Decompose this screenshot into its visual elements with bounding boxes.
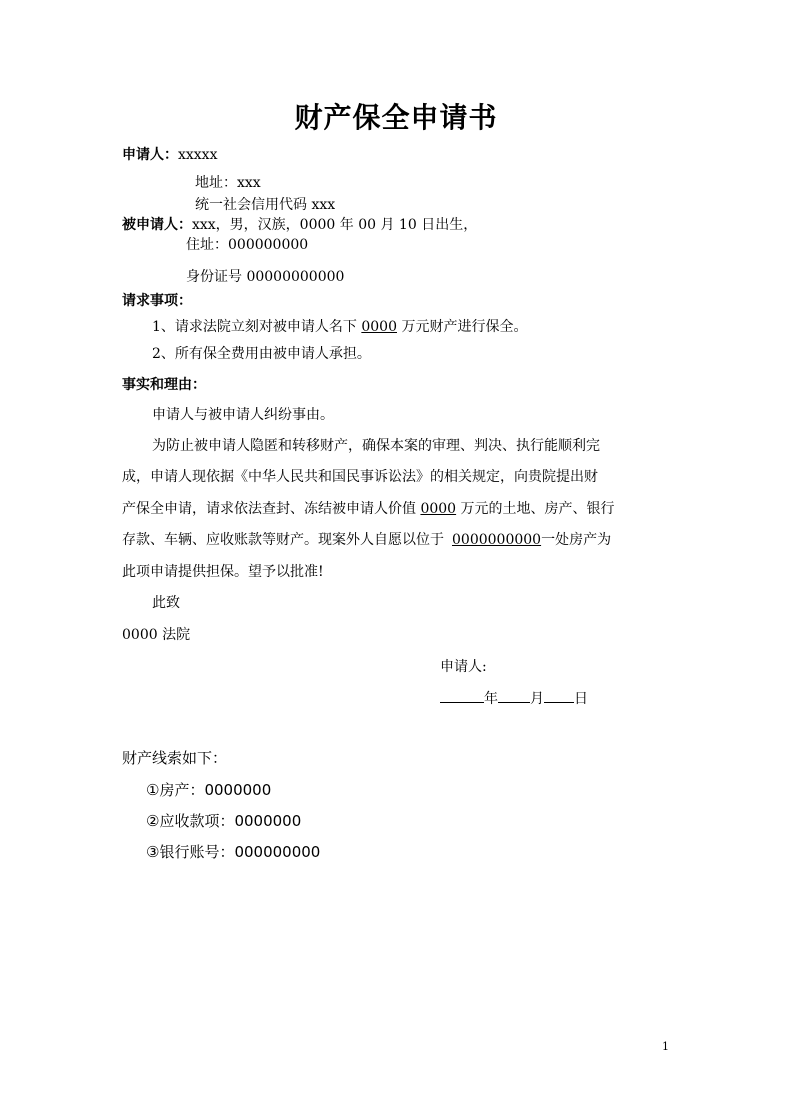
respondent-info: xxx，男，汉族，0000 年 00 月 10 日出生， xyxy=(192,217,478,233)
facts-line-4 xyxy=(122,531,674,549)
applicant-credit-code: 统一社会信用代码 xxx xyxy=(195,197,336,213)
property-clues-heading: 财产线索如下： xyxy=(122,749,228,767)
request-item-1-post: 万元财产进行保全。 xyxy=(397,319,528,335)
respondent-line xyxy=(122,216,477,234)
salutation: 此致 xyxy=(152,595,180,611)
facts-line-3-pre: 产保全申请，请求依法查封、冻结被申请人价值 xyxy=(122,501,421,517)
respondent-label: 被申请人： xyxy=(122,217,192,233)
document-title: 财产保全申请书 xyxy=(294,101,498,134)
month-blank[interactable] xyxy=(498,688,530,703)
property-clue-item: ②应收款项：0000000 xyxy=(146,812,302,830)
facts-line-5: 此项申请提供担保。望予以批准! xyxy=(122,564,324,580)
respondent-id-number: 身份证号 00000000000 xyxy=(186,269,345,285)
requests-heading: 请求事项： xyxy=(122,293,192,309)
facts-heading: 事实和理由： xyxy=(122,377,206,393)
facts-line-1: 为防止被申请人隐匿和转移财产，确保本案的审理、判决、执行能顺利完 xyxy=(152,438,600,454)
request-item-1 xyxy=(152,318,527,336)
facts-line-3-post: 万元的土地、房产、银行 xyxy=(456,501,615,517)
applicant-label: 申请人： xyxy=(122,147,178,163)
respondent-address: 住址：000000000 xyxy=(186,237,309,253)
facts-line-4-pre: 存款、车辆、应收账款等财产。现案外人自愿以位于 xyxy=(122,532,444,548)
day-label: 日 xyxy=(574,691,588,707)
applicant-name: xxxxx xyxy=(178,147,218,163)
facts-line-3 xyxy=(122,500,674,518)
facts-line-4-location: 0000000000 xyxy=(452,532,542,548)
month-label: 月 xyxy=(530,691,544,707)
property-clue-item: ③银行账号：000000000 xyxy=(146,843,321,861)
year-label: 年 xyxy=(484,691,498,707)
request-item-2: 2、所有保全费用由被申请人承担。 xyxy=(152,346,371,362)
property-clue-item: ①房产：0000000 xyxy=(146,781,272,799)
court-name: 0000 法院 xyxy=(122,627,191,643)
page-number: 1 xyxy=(662,1040,669,1053)
applicant-signature-label: 申请人: xyxy=(440,659,487,675)
applicant-address: 地址：xxx xyxy=(195,175,261,191)
facts-line-4-post: 一处房产为 xyxy=(541,532,612,548)
facts-line-3-amount: 0000 xyxy=(420,501,457,517)
date-line xyxy=(440,688,588,708)
day-blank[interactable] xyxy=(544,688,574,703)
request-item-1-amount: 0000 xyxy=(361,319,397,335)
applicant-line xyxy=(122,146,217,164)
facts-line-2: 成，申请人现依据《中华人民共和国民事诉讼法》的相关规定，向贵院提出财 xyxy=(122,469,598,485)
request-item-1-pre: 1、请求法院立刻对被申请人名下 xyxy=(152,319,362,335)
facts-para-1: 申请人与被申请人纠纷事由。 xyxy=(152,407,334,423)
year-blank[interactable] xyxy=(440,688,484,703)
